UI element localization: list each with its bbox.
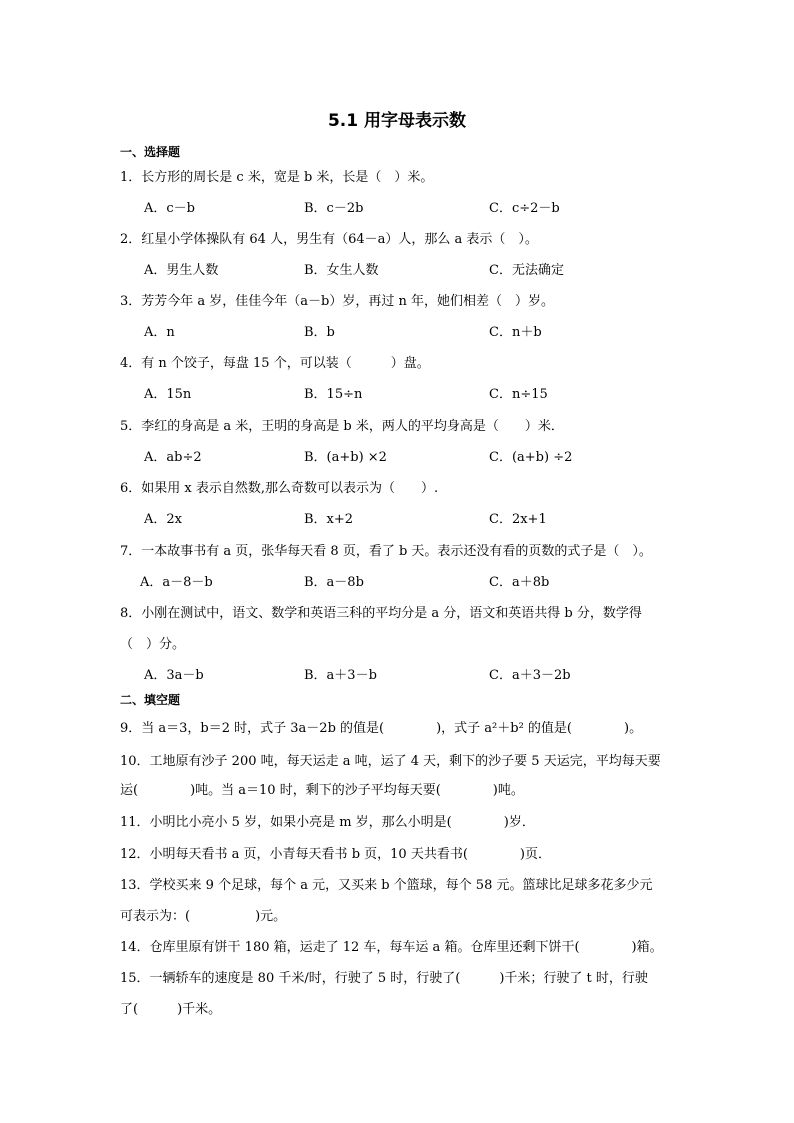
q3-option-b: B．b bbox=[304, 325, 335, 340]
q3-option-a: A．n bbox=[144, 325, 175, 340]
q4-option-c: C．n÷15 bbox=[489, 387, 548, 402]
fill-line-10: 10．工地原有沙子 200 吨，每天运走 a 吨，运了 4 天，剩下的沙子要 5 天运完，平均每天要 bbox=[120, 754, 661, 769]
question-4: 4．有 n 个饺子，每盘 15 个，可以装（ ）盘。 bbox=[120, 356, 430, 371]
section-heading-choice: 一、选择题 bbox=[120, 145, 181, 159]
fill-line-13: 13．学校买来 9 个足球，每个 a 元，又买来 b 个篮球，每个 58 元。篮球比足球多花多少元 bbox=[120, 878, 653, 893]
q8-option-a: A．3a－b bbox=[144, 668, 204, 683]
fill-line-15: 15．一辆轿车的速度是 80 千米/时，行驶了 5 时，行驶了( )千米；行驶了 t 时，行驶 bbox=[120, 971, 648, 986]
section-heading-fill: 二、填空题 bbox=[120, 693, 181, 707]
question-3: 3．芳芳今年 a 岁，佳佳今年（a－b）岁，再过 n 年，她们相差（ ）岁。 bbox=[120, 294, 554, 309]
q1-option-c: C．c÷2－b bbox=[489, 201, 560, 216]
q6-option-a: A．2x bbox=[144, 512, 182, 527]
q5-option-c: C．(a+b) ÷2 bbox=[489, 450, 573, 465]
fill-line-9: 9．当 a＝3，b＝2 时，式子 3a－2b 的值是( )，式子 a²＋b² 的值是( )。 bbox=[120, 721, 643, 736]
fill-line-15-continued: 了( )千米。 bbox=[120, 1002, 222, 1017]
fill-line-13-continued: 可表示为：( )元。 bbox=[120, 909, 287, 924]
q7-option-b: B．a－8b bbox=[304, 575, 364, 590]
question-8-continued: （ ）分。 bbox=[120, 637, 186, 652]
q6-option-b: B．x+2 bbox=[304, 512, 354, 527]
question-2: 2．红星小学体操队有 64 人，男生有（64－a）人，那么 a 表示（ ）。 bbox=[120, 232, 538, 247]
fill-line-10-continued: 运( )吨。当 a＝10 时，剩下的沙子平均每天要( )吨。 bbox=[120, 783, 524, 798]
q5-option-a: A．ab÷2 bbox=[144, 450, 202, 465]
q3-option-c: C．n＋b bbox=[489, 325, 542, 340]
question-7: 7．一本故事书有 a 页，张华每天看 8 页，看了 b 天。表示还没有看的页数的式子是（ ）。 bbox=[120, 544, 652, 559]
q2-option-a: A．男生人数 bbox=[144, 263, 219, 278]
question-5: 5．李红的身高是 a 米，王明的身高是 b 米，两人的平均身高是（ ）米． bbox=[120, 419, 564, 434]
question-1: 1．长方形的周长是 c 米，宽是 b 米，长是（ ）米。 bbox=[120, 170, 434, 185]
q2-option-c: C．无法确定 bbox=[489, 263, 564, 278]
q8-option-b: B．a＋3－b bbox=[304, 668, 377, 683]
q1-option-b: B．c－2b bbox=[304, 201, 364, 216]
q1-option-a: A．c－b bbox=[144, 201, 195, 216]
question-8: 8．小刚在测试中，语文、数学和英语三科的平均分是 a 分，语文和英语共得 b 分，数学得 bbox=[120, 606, 642, 621]
question-6: 6．如果用 x 表示自然数,那么奇数可以表示为（ ）. bbox=[120, 481, 439, 496]
fill-line-14: 14．仓库里原有饼干 180 箱，运走了 12 车，每车运 a 箱。仓库里还剩下饼干( )箱。 bbox=[120, 940, 663, 955]
q2-option-b: B．女生人数 bbox=[304, 263, 379, 278]
q8-option-c: C．a＋3－2b bbox=[489, 668, 571, 683]
q4-option-a: A．15n bbox=[144, 387, 192, 402]
fill-line-11: 11．小明比小亮小 5 岁，如果小亮是 m 岁，那么小明是( )岁． bbox=[120, 815, 535, 830]
q6-option-c: C．2x+1 bbox=[489, 512, 547, 527]
q4-option-b: B．15÷n bbox=[304, 387, 363, 402]
q7-option-a: A．a－8－b bbox=[140, 575, 213, 590]
fill-line-12: 12．小明每天看书 a 页，小青每天看书 b 页，10 天共看书( )页． bbox=[120, 847, 551, 862]
q5-option-b: B．(a+b) ×2 bbox=[304, 450, 387, 465]
page-title: 5.1 用字母表示数 bbox=[327, 111, 467, 131]
q7-option-c: C．a＋8b bbox=[489, 575, 550, 590]
